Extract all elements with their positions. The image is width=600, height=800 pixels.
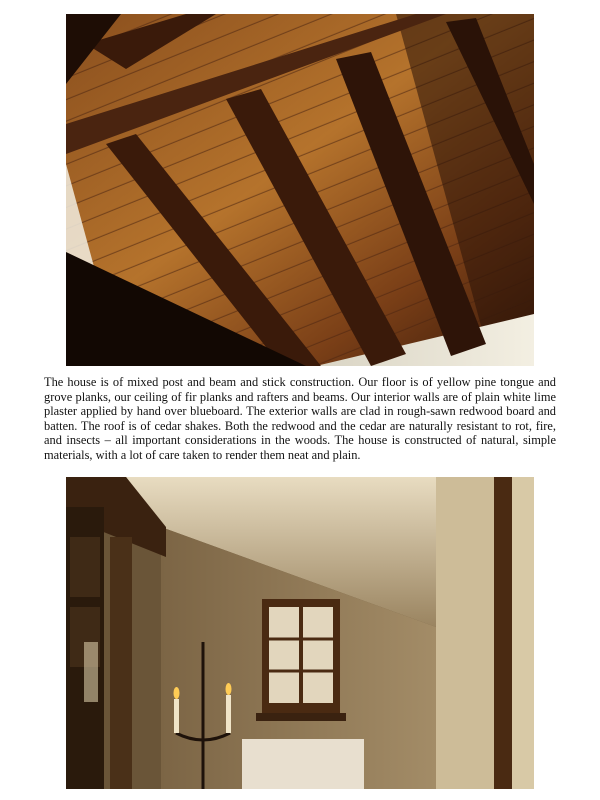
caption-paragraph: The house is of mixed post and beam and stick construction. Our floor is of yellow pine tongue and grove planks, our ceiling of fir planks and rafters and beams. Our interior walls are of plain white lime plaster applied by hand over blueboard. The exterior walls are clad in rough-sawn redwood board and batten. The roof is of cedar shakes. Both the redwood and the cedar are naturally resistant to rot, fire, and insects – all important considerations in the woods. The house is constructed of natural, simple materials, with a lot of care taken to render them neat and plain. bbox=[44, 375, 556, 462]
ceiling-photo bbox=[66, 14, 534, 366]
window bbox=[256, 599, 346, 721]
interior-photo bbox=[66, 477, 534, 789]
interior-photo-graphic bbox=[66, 477, 534, 789]
ceiling-photo-graphic bbox=[66, 14, 534, 366]
bench bbox=[242, 739, 364, 789]
candle-flame-icon bbox=[226, 683, 232, 695]
candle-flame-icon bbox=[174, 687, 180, 699]
door-post bbox=[110, 537, 132, 789]
door-frame bbox=[494, 477, 512, 789]
